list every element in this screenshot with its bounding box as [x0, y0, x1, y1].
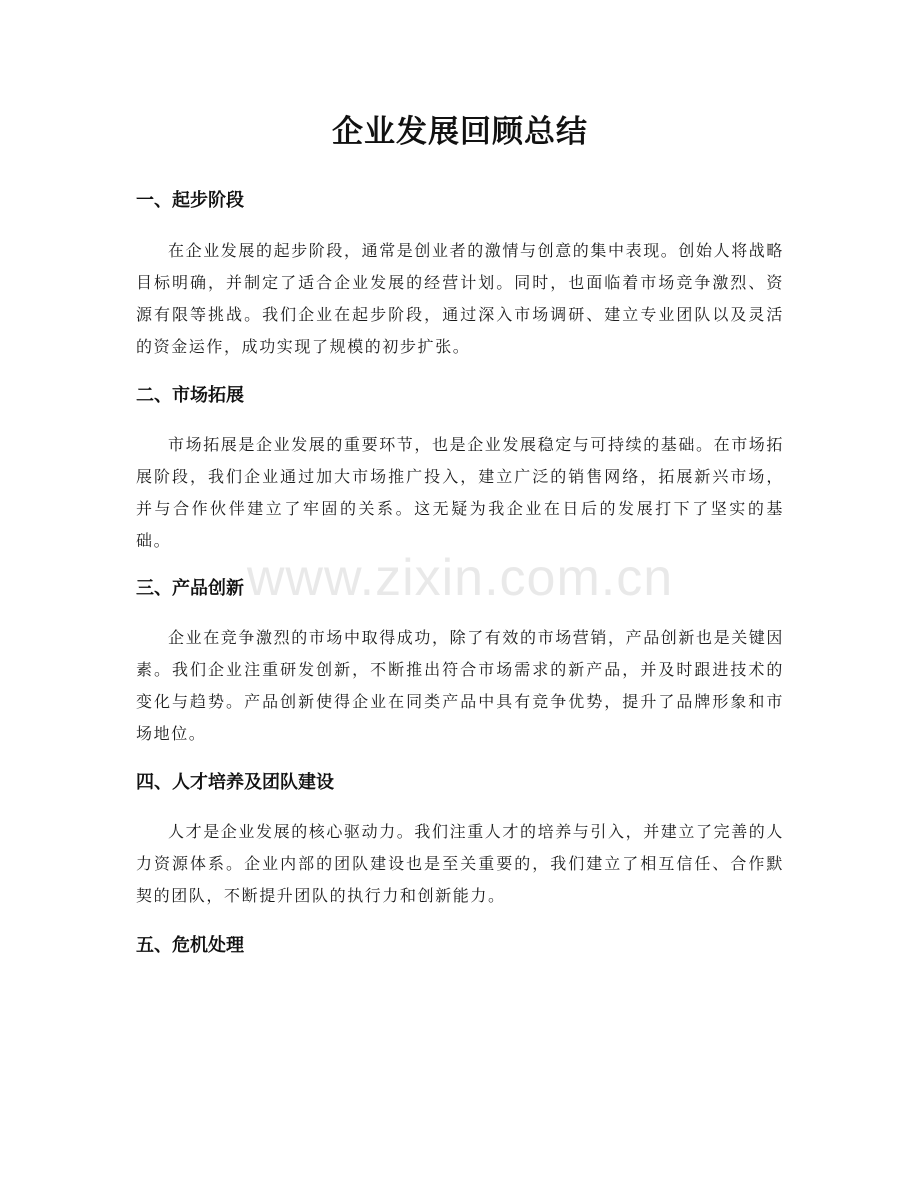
section-product-innovation [136, 576, 784, 750]
document-title: 企业发展回顾总结 [332, 114, 588, 150]
section-heading: 五、危机处理 [136, 935, 244, 956]
section-paragraph: 市场拓展是企业发展的重要环节，也是企业发展稳定与可持续的基础。在市场拓展阶段，我们企业通过加大市场推广投入，建立广泛的销售网络，拓展新兴市场，并与合作伙伴建立了牢固的关系。这无疑为我企业在日后的发展打下了坚实的基础。 [136, 435, 785, 550]
section-startup-stage [136, 188, 784, 363]
section-crisis-handling [136, 933, 784, 959]
section-paragraph: 人才是企业发展的核心驱动力。我们注重人才的培养与引入，并建立了完善的人力资源体系。企业内部的团队建设也是至关重要的，我们建立了相互信任、合作默契的团队，不断提升团队的执行力和创新能力。 [136, 822, 785, 905]
section-paragraph: 在企业发展的起步阶段，通常是创业者的激情与创意的集中表现。创始人将战略目标明确，并制定了适合企业发展的经营计划。同时，也面临着市场竞争激烈、资源有限等挑战。我们企业在起步阶段，通过深入市场调研、建立专业团队以及灵活的资金运作，成功实现了规模的初步扩张。 [136, 241, 785, 356]
section-heading: 三、产品创新 [136, 578, 244, 599]
section-talent-and-team [136, 770, 784, 912]
section-paragraph: 企业在竞争激烈的市场中取得成功，除了有效的市场营销，产品创新也是关键因素。我们企业注重研发创新，不断推出符合市场需求的新产品，并及时跟进技术的变化与趋势。产品创新使得企业在同类产品中具有竞争优势，提升了品牌形象和市场地位。 [136, 628, 785, 743]
section-heading: 四、人才培养及团队建设 [136, 772, 334, 793]
section-heading: 一、起步阶段 [136, 190, 244, 211]
watermark: www.zixin.com.cn [246, 549, 674, 607]
section-market-expansion [136, 383, 784, 557]
section-heading: 二、市场拓展 [136, 385, 244, 406]
